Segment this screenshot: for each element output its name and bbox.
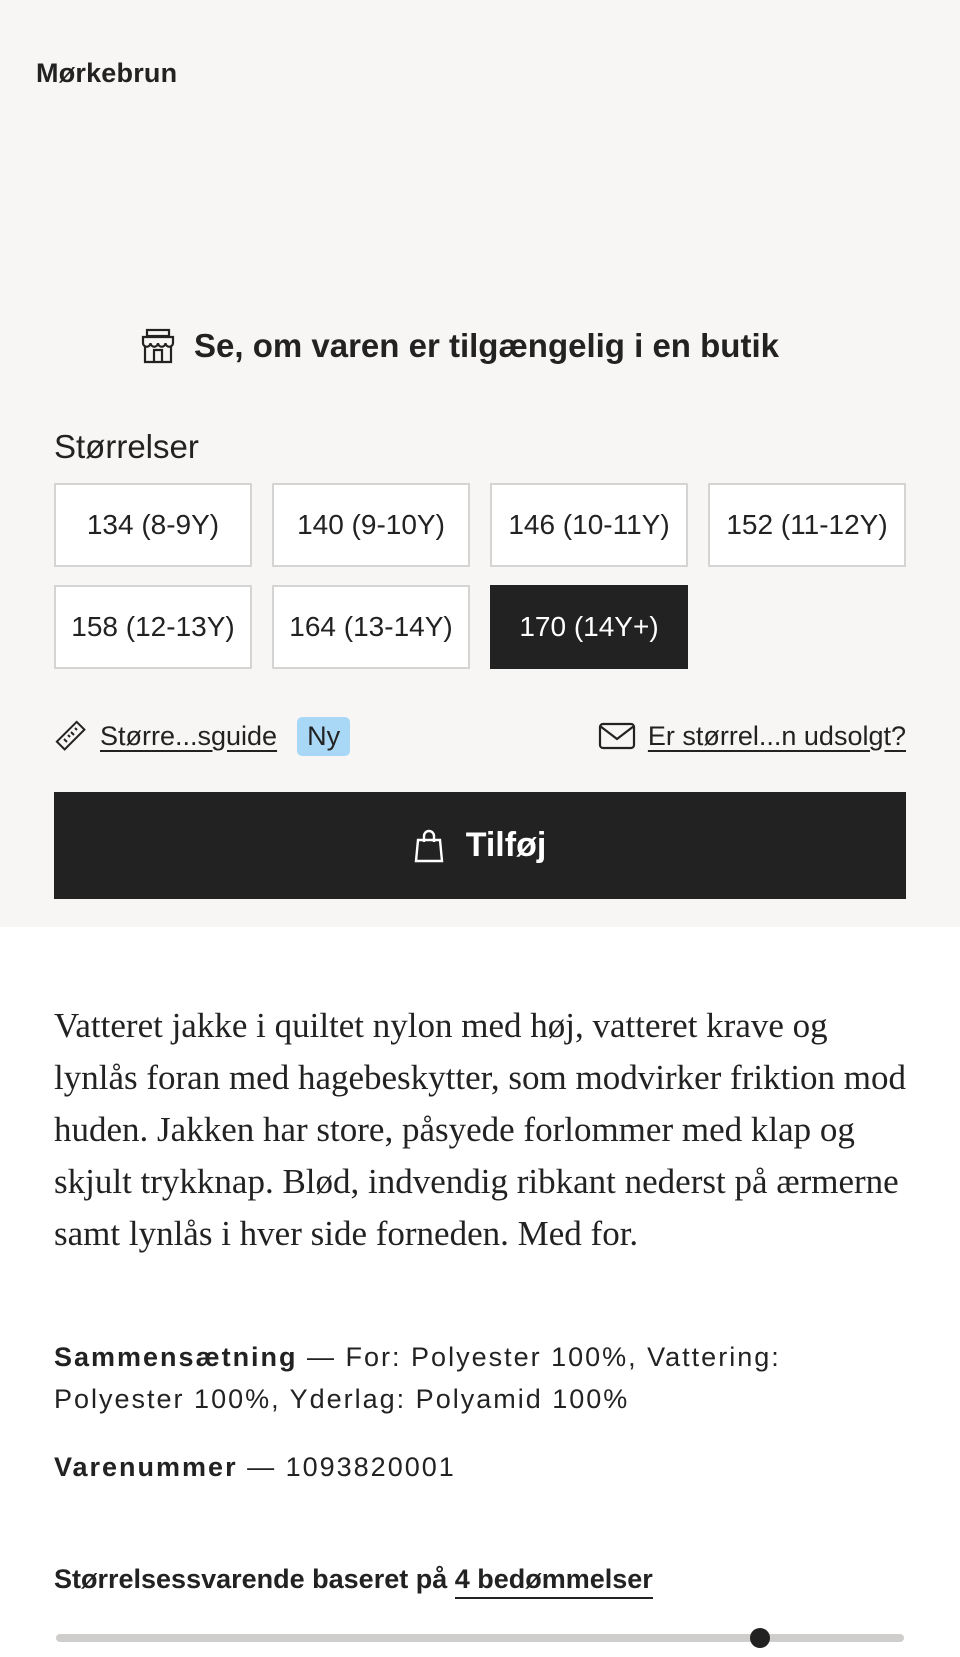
composition-value: — For: Polyester 100%, Vattering: Polyester 100%, Yderlag: Polyamid 100% <box>54 1342 781 1414</box>
sizes-heading: Størrelser <box>54 428 199 465</box>
size-option[interactable]: 158 (12-13Y) <box>54 585 252 669</box>
size-option[interactable]: 140 (9-10Y) <box>272 483 470 567</box>
add-to-bag-label: Tilføj <box>465 826 547 864</box>
fit-rating-track <box>56 1634 904 1642</box>
size-guide-group <box>54 717 350 756</box>
selected-color-name: Mørkebrun <box>36 58 178 88</box>
fit-rating-marker <box>750 1628 770 1648</box>
ruler-icon <box>54 719 88 753</box>
size-option[interactable]: 146 (10-11Y) <box>490 483 688 567</box>
size-guide-link[interactable]: Større...sguide <box>100 720 278 751</box>
size-option[interactable]: 164 (13-14Y) <box>272 585 470 669</box>
size-selector <box>54 483 906 669</box>
size-sold-out-link[interactable]: Er størrel...n udsolgt? <box>647 720 906 751</box>
article-number-key: Varenummer <box>54 1452 238 1482</box>
store-icon <box>140 328 176 364</box>
size-option[interactable]: 152 (11-12Y) <box>708 483 906 567</box>
size-links-row <box>54 714 906 758</box>
new-badge: Ny <box>297 717 350 756</box>
store-availability-link[interactable] <box>140 327 779 365</box>
shopping-bag-icon <box>414 828 444 864</box>
composition-spec <box>54 1336 904 1420</box>
composition-key: Sammensætning <box>54 1342 298 1372</box>
sold-out-group <box>598 721 906 752</box>
add-to-bag-button[interactable] <box>54 792 906 899</box>
fit-rating-prefix: Størrelsessvarende baseret på <box>54 1564 455 1594</box>
article-number-spec <box>54 1446 904 1488</box>
product-description: Vatteret jakke i quiltet nylon med høj, vatteret krave og lynlås foran med hagebeskytter, som modvirker friktion mod huden. Jakken har store, påsyede forlommer med klap og skjult trykknap. Blød, indvendig ribkant nederst på ærmerne samt lynlås i hver side forneden. Med for. <box>54 1006 907 1253</box>
article-number-value: — 1093820001 <box>237 1452 456 1482</box>
size-option[interactable]: 134 (8-9Y) <box>54 483 252 567</box>
fit-rating-title <box>54 1564 653 1595</box>
mail-icon <box>598 722 636 750</box>
reviews-link[interactable]: 4 bedømmelser <box>455 1564 653 1599</box>
store-availability-label: Se, om varen er tilgængelig i en butik <box>194 327 779 364</box>
size-option-selected[interactable]: 170 (14Y+) <box>490 585 688 669</box>
